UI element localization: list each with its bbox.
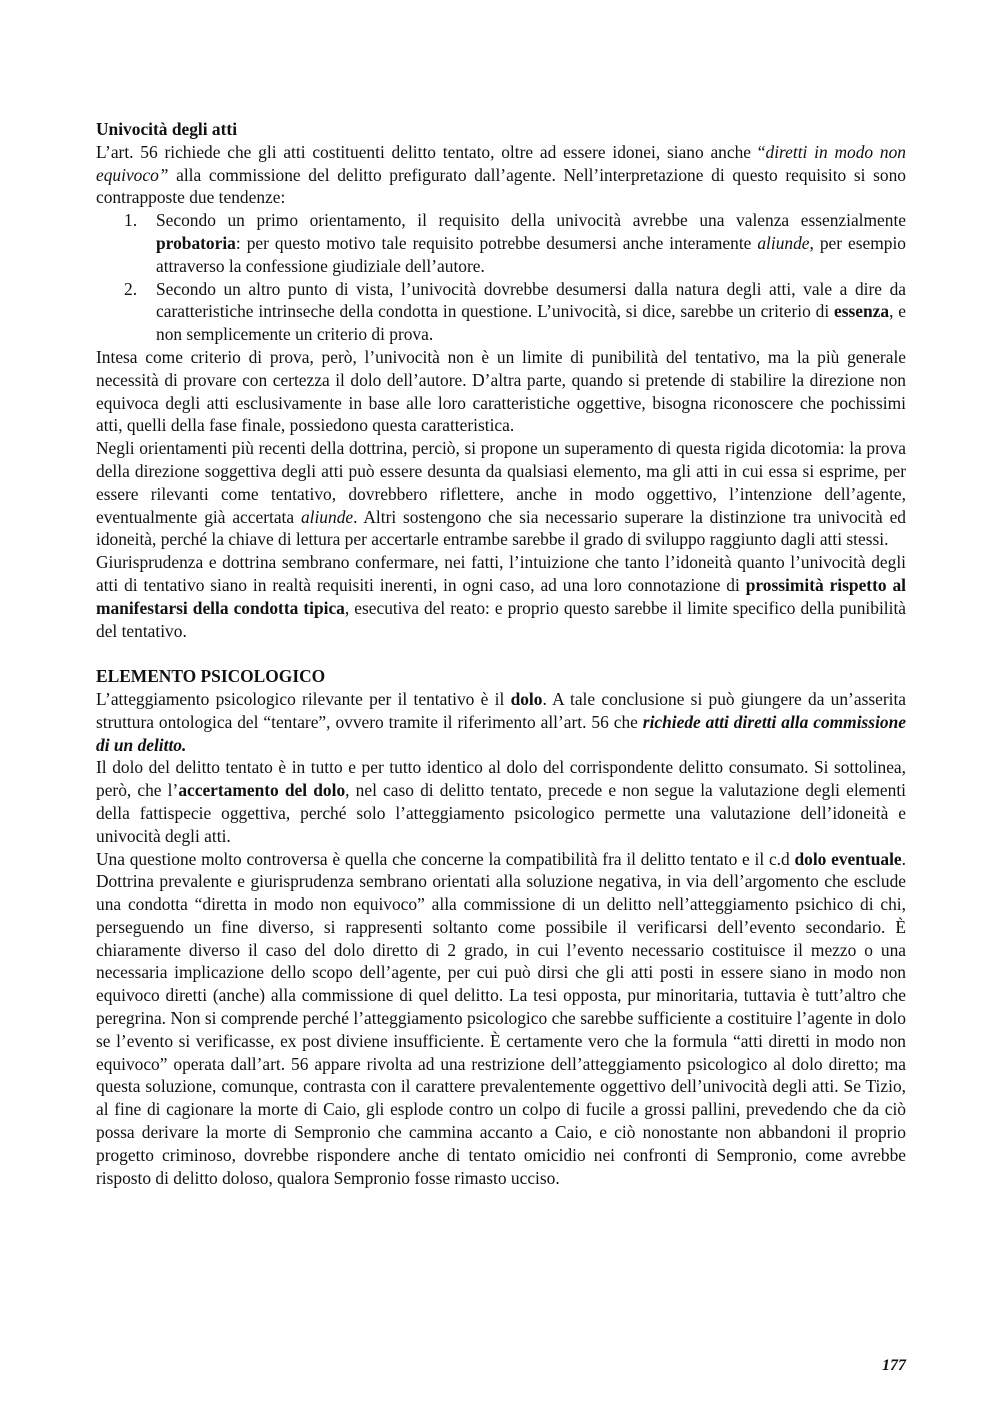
text-run: , per esempio attraverso la confessione giudiziale dell’autore. (156, 232, 907, 276)
list-item (96, 209, 906, 277)
paragraph (96, 551, 906, 642)
bold-term: essenza (834, 301, 890, 322)
paragraph (96, 848, 906, 1190)
page-number: 177 (882, 1357, 906, 1374)
text-run: L’art. 56 richiede che gli atti costituenti delitto tentato, oltre ad essere idonei, siano anche “ (96, 141, 766, 162)
text-run: alla commissione del delitto prefigurato dall’agente. Nell’interpretazione di questo requisito si sono contrapposte due tendenze: (96, 164, 906, 208)
text-run: Secondo un altro punto di vista, l’univocità dovrebbe desumersi dalla natura degli atti, vale a dire da caratteristiche intrinseche della condotta in questione. L’univocità, si dice, sarebbe un criterio di (156, 278, 906, 322)
italic-term: aliunde (300, 506, 354, 527)
text-run: . A tale conclusione si può giungere da un’asserita struttura ontologica del “tentare”, ovvero tramite il riferimento all’art. 56 che (96, 688, 906, 732)
text-run: Una questione molto controversa è quella che concerne la compatibilità fra il delitto tentato e il c.d (96, 848, 795, 869)
text-run: Secondo un primo orientamento, il requisito della univocità avrebbe una valenza essenzialmente (156, 210, 906, 231)
text-run: , e non semplicemente un criterio di prova. (156, 301, 907, 345)
bold-term: dolo eventuale (794, 848, 902, 869)
text-run: . Altri sostengono che sia necessario superare la distinzione tra univocità ed idoneità, perché la chiave di lettura per accertarle entrambe sarebbe il grado di sviluppo raggiunto dagli atti stessi. (96, 506, 906, 550)
text-run: . Dottrina prevalente e giurisprudenza sembrano orientati alla soluzione negativa, in via dell’argomento che esclude una condotta “diretta in modo non equivoco” alla commissione di un delitto nell’atteggiamento psichico di chi, perseguendo un fine diverso, si rappresenti soltanto come possibile il verificarsi dell’evento secondario. È chiaramente diverso il caso del dolo diretto di 2 grado, in cui l’evento necessario costituisce il mezzo o una necessaria implicazione dello scopo dell’agente, per cui può dirsi che gli atti posti in essere siano in modo non equivoco diretti (anche) alla commissione di quel delitto. La tesi opposta, pur minoritaria, tuttavia è tutt’altro che peregrina. Non si comprende perché l’atteggiamento psicologico che sarebbe sufficiente a costituire l’agente in dolo se l’evento si verificasse, ex post diviene insufficiente. È certamente vero che la formula “atti diretti in modo non equivoco” operata dall’art. 56 appare rivolta ad una restrizione dell’atteggiamento psicologico al dolo diretto; ma questa soluzione, comunque, contrasta con il carattere prevalentemente oggettivo dell’univocità degli atti. Se Tizio, al fine di cagionare la morte di Caio, gli esplode contro un colpo di fucile a grossi pallini, prevedendo che da ciò possa derivare la morte di Sempronio che cammina accanto a Caio, e ciò nonostante non abbandoni il proprio progetto criminoso, dovrebbe rispondere anche di tentato omicidio nei confronti di Sempronio, come avrebbe risposto di delitto doloso, qualora Sempronio fosse rimasto ucciso. (96, 848, 906, 1188)
paragraph: Intesa come criterio di prova, però, l’univocità non è un limite di punibilità del tentativo, ma la più generale necessità di provare con certezza il dolo dell’autore. D’altra parte, quando si pretende di stabilire la direzione non equivoca degli atti esclusivamente in base alle loro caratteristiche oggettive, bisogna riconoscere che pochissimi atti, quelli della fase finale, possiedono questa caratteristica. (96, 346, 906, 436)
section-heading-univocita: Univocità degli atti (96, 119, 238, 139)
paragraph (96, 437, 906, 551)
bold-term: accertamento del dolo (178, 780, 346, 801)
list-item (96, 278, 906, 346)
section-spacer (96, 642, 906, 665)
text-run: , nel caso di delitto tentato, precede e non segue la valutazione degli elementi della fattispecie oggettiva, perché solo l’atteggiamento psicologico permette una valutazione dell’idoneità e univocità degli atti. (96, 780, 907, 846)
intro-paragraph (96, 141, 906, 209)
text-run: , esecutiva del reato: e proprio questo sarebbe il limite specifico della punibilità del tentativo. (96, 597, 906, 641)
text-run: Giurisprudenza e dottrina sembrano confermare, nei fatti, l’intuizione che tanto l’idoneità quanto l’univocità degli atti di tentativo siano in realtà requisiti inerenti, in ogni caso, ad una loro connotazione di (96, 552, 906, 595)
text-run: L’atteggiamento psicologico rilevante per il tentativo è il (96, 688, 511, 709)
section-heading-elemento-psicologico: ELEMENTO PSICOLOGICO (96, 666, 326, 687)
text-run: : per questo motivo tale requisito potrebbe desumersi anche interamente (235, 232, 758, 253)
paragraph (96, 688, 906, 756)
bold-term: dolo (510, 688, 543, 709)
page-body (96, 118, 906, 1189)
list-number: 2. (124, 278, 138, 299)
list-number: 1. (124, 210, 138, 231)
italic-quote: diretti in modo non equivoco” (96, 141, 906, 185)
tendencies-list (96, 209, 906, 346)
italic-term: aliunde (757, 232, 810, 253)
paragraph (96, 756, 906, 847)
bold-term: probatoria (156, 232, 236, 253)
bold-term: prossimità rispetto al manifestarsi della condotta tipica (96, 574, 906, 618)
text-run: Negli orientamenti più recenti della dottrina, perciò, si propone un superamento di questa rigida dicotomia: la prova della direzione soggettiva degli atti può essere desunta da qualsiasi elemento, ma gli atti in cui essa si esprime, per essere rilevanti come tentativo, dovrebbero riflettere, anche in modo oggettivo, l’intenzione dell’agente, eventualmente già accertata (96, 438, 906, 527)
bold-italic-term: richiede atti diretti alla commissione di un delitto. (96, 711, 906, 755)
text-run: Il dolo del delitto tentato è in tutto e per tutto identico al dolo del corrispondente delitto consumato. Si sottolinea, però, che l’ (96, 757, 906, 801)
